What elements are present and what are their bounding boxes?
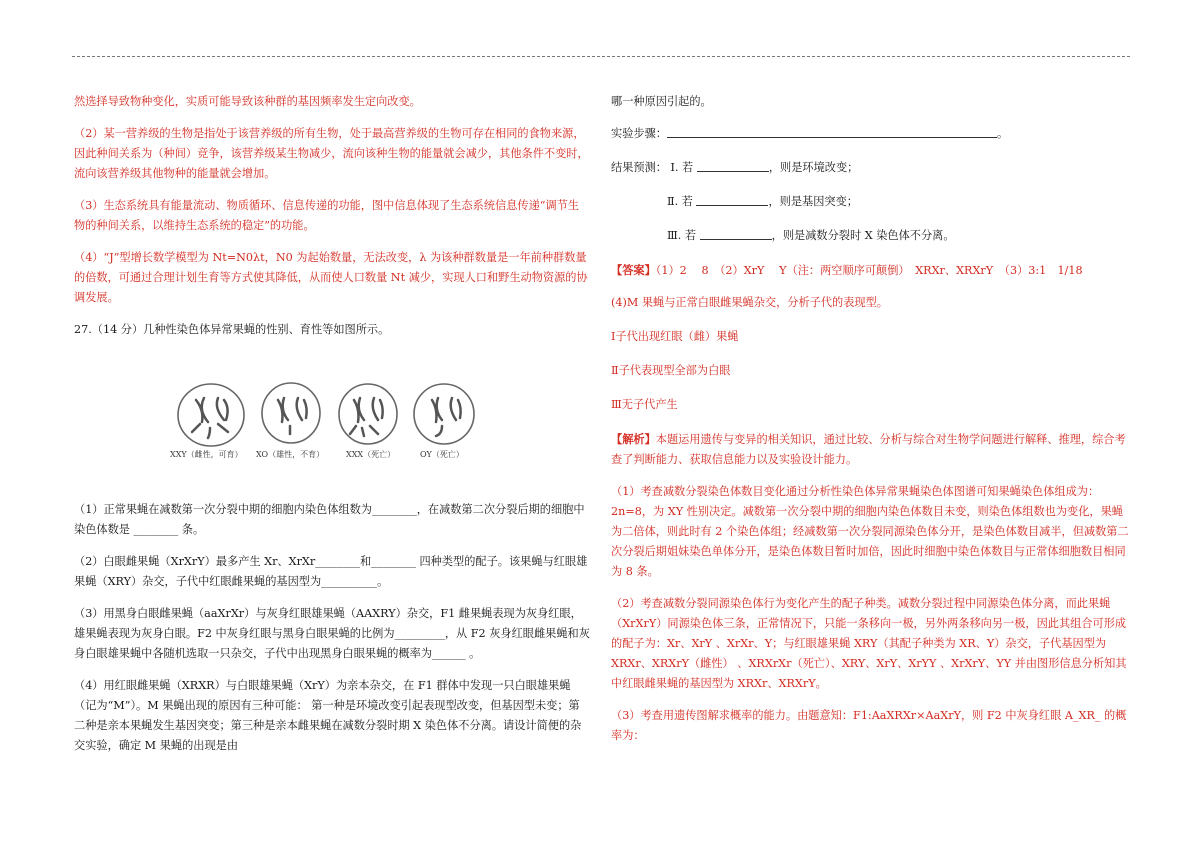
caption-xxy: XXY（雌性，可育） bbox=[170, 450, 243, 459]
pred1-blank bbox=[697, 159, 769, 172]
prediction-label: 结果预测： bbox=[611, 161, 667, 174]
figure-captions bbox=[164, 448, 544, 462]
pred1-prefix: Ⅰ. 若 bbox=[670, 161, 694, 174]
pred2-suffix: ，则是基因突变； bbox=[768, 195, 858, 208]
top-rule bbox=[72, 56, 1130, 57]
answer-4: (4)M 果蝇与正常白眼雌果蝇杂交，分析子代的表现型。 bbox=[611, 296, 888, 309]
explanation-3: （3）考查用遗传图解求概率的能力。由题意知：F1:AaXRXr×AaXrY，则 F2 中灰身红眼 A_XR_ 的概率为： bbox=[611, 709, 1127, 742]
steps-blank bbox=[667, 125, 997, 138]
question-1: （1）正常果蝇在减数第一次分裂中期的细胞内染色体组数为________，在减数第二次分裂后期的细胞中染色体数是 ________ 条。 bbox=[74, 503, 585, 536]
answer-4-ii: Ⅱ子代表现型全部为白眼 bbox=[611, 364, 731, 377]
explanation-2: （2）考查减数分裂同源染色体行为变化产生的配子种类。减数分裂过程中同源染色体分离，而此果蝇（XrXrY）同源染色体三条，正常情况下，只能一条移向一极，另外两条移向另一极，因此其组合可形成的配子为：Xr、XrY 、XrXr、Y；与红眼雄果蝇 XRY（其配子种类为 XR、Y）杂交，子代基因型为 XRXr、XRXrY（雌性） 、XRXrXr（死亡）、XRY、XrY、XrYY 、XrXrY、YY 并由图形信息分析知其中红眼雌果蝇的基因型为 XRXr、XRXrY。 bbox=[611, 597, 1127, 690]
answer bbox=[611, 260, 1131, 281]
paragraph-3: （3）生态系统具有能量流动、物质循环、信息传递的功能，图中信息体现了生态系统信息传递“调节生物的种间关系，以维持生态系统的稳定”的功能。 bbox=[74, 199, 580, 232]
left-column bbox=[74, 92, 590, 756]
answer-text: （1）2 8 （2）XrY Y（注：两空顺序可颠倒） XRXr、XRXrY （3）3:1 1/18 bbox=[655, 264, 1083, 277]
explanation-1: （1）考查减数分裂染色体数目变化通过分析性染色体异常果蝇染色体图谱可知果蝇染色体组成为：2n=8，为 XY 性别决定。减数第一次分裂中期的细胞内染色体数目未变，则染色体组数也为变化，果蝇为二倍体，则此时有 2 个染色体组；经减数第一次分裂同源染色体分开，是染色体数目减半，但减数第二次分裂后期姐妹染色单体分开，是染色体数目暂时加倍，因此时细胞中染色体数目与正常体细胞数目相同为 8 条。 bbox=[611, 485, 1129, 578]
caption-xxx: XXX（死亡） bbox=[346, 450, 396, 459]
right-column bbox=[611, 92, 1131, 746]
analysis-label: 【解析】 bbox=[611, 432, 656, 446]
chromosome-figure bbox=[166, 378, 526, 466]
cell-xxx bbox=[339, 384, 397, 444]
pred2-blank bbox=[696, 193, 768, 206]
question-2: （2）白眼雌果蝇（XrXrY）最多产生 Xr、XrXr________和________ 四种类型的配子。该果蝇与红眼雄果蝇（XRY）杂交，子代中红眼雌果蝇的基因型为__________。 bbox=[74, 555, 588, 588]
analysis-text: 本题运用遗传与变异的相关知识，通过比较、分析与综合对生物学问题进行解释、推理，综合考查了判断能力、获取信息能力以及实验设计能力。 bbox=[611, 433, 1126, 466]
paragraph-selection: 然选择导致物种变化，实质可能导致该种群的基因频率发生定向改变。 bbox=[74, 95, 421, 108]
prediction-3 bbox=[611, 226, 1131, 246]
caption-oy: OY（死亡） bbox=[420, 450, 464, 459]
prediction-2 bbox=[611, 192, 1131, 212]
pred2-prefix: Ⅱ. 若 bbox=[667, 195, 693, 208]
continuation-text: 哪一种原因引起的。 bbox=[611, 95, 712, 108]
cell-oy bbox=[414, 384, 474, 444]
steps-label: 实验步骤： bbox=[611, 127, 667, 140]
answer-4-i: Ⅰ子代出现红眼（雌）果蝇 bbox=[611, 330, 739, 343]
pred1-suffix: ，则是环境改变； bbox=[768, 161, 859, 174]
caption-xo: XO（雄性，不育） bbox=[256, 450, 325, 459]
question-3: （3）用黑身白眼雌果蝇（aaXrXr）与灰身红眼雄果蝇（AAXRY）杂交，F1 雌果蝇表现为灰身红眼，雄果蝇表现为灰身白眼。F2 中灰身红眼与黑身白眼果蝇的比例为_________，从 F2 灰身红眼雌果蝇和灰身白眼雄果蝇中各随机选取一只杂交，子代中出现黑身白眼果蝇的概率为______ 。 bbox=[74, 607, 590, 660]
pred3-prefix: Ⅲ. 若 bbox=[667, 229, 697, 242]
paragraph-4: （4）“J”型增长数学模型为 Nt=N0λt，N0 为起始数量，无法改变，λ 为该种群数量是一年前种群数量的倍数，可通过合理计划生育等方式使其降低，从而使人口数量 Nt 减少，实现人口和野生动物资源的协调发展。 bbox=[74, 251, 588, 304]
pred3-suffix: ，则是减数分裂时 X 染色体不分离。 bbox=[771, 229, 955, 242]
answer-4-iii: Ⅲ无子代产生 bbox=[611, 398, 678, 411]
question-4: （4）用红眼雌果蝇（XRXR）与白眼雄果蝇（XrY）为亲本杂交，在 F1 群体中发现一只白眼雄果蝇（记为“M”）。M 果蝇出现的原因有三种可能： 第一种是环境改变引起表现型改变，但基因型未变；第二种是亲本果蝇发生基因突变；第三种是亲本雌果蝇在减数分裂时期 X 染色体不分离。请设计简便的杂交实验，确定 M 果蝇的出现是由 bbox=[74, 679, 582, 752]
pred3-blank bbox=[700, 227, 772, 240]
experiment-steps: 实验步骤： 。 bbox=[611, 127, 1009, 140]
paragraph-2: （2）某一营养级的生物是指处于该营养级的所有生物，处于最高营养级的生物可存在相同的食物来源，因此种间关系为（种间）竞争，该营养级某生物减少，流向该种生物的能量就会减少，其他条件不变时，流向该营养级其他物种的能量就会增加。 bbox=[74, 127, 589, 180]
analysis bbox=[611, 429, 1131, 470]
prediction-1 bbox=[611, 158, 1131, 178]
question-27-title: 27.（14 分）几种性染色体异常果蝇的性别、育性等如图所示。 bbox=[74, 323, 390, 336]
answer-label: 【答案】 bbox=[611, 263, 656, 277]
cell-xxy bbox=[178, 384, 244, 446]
